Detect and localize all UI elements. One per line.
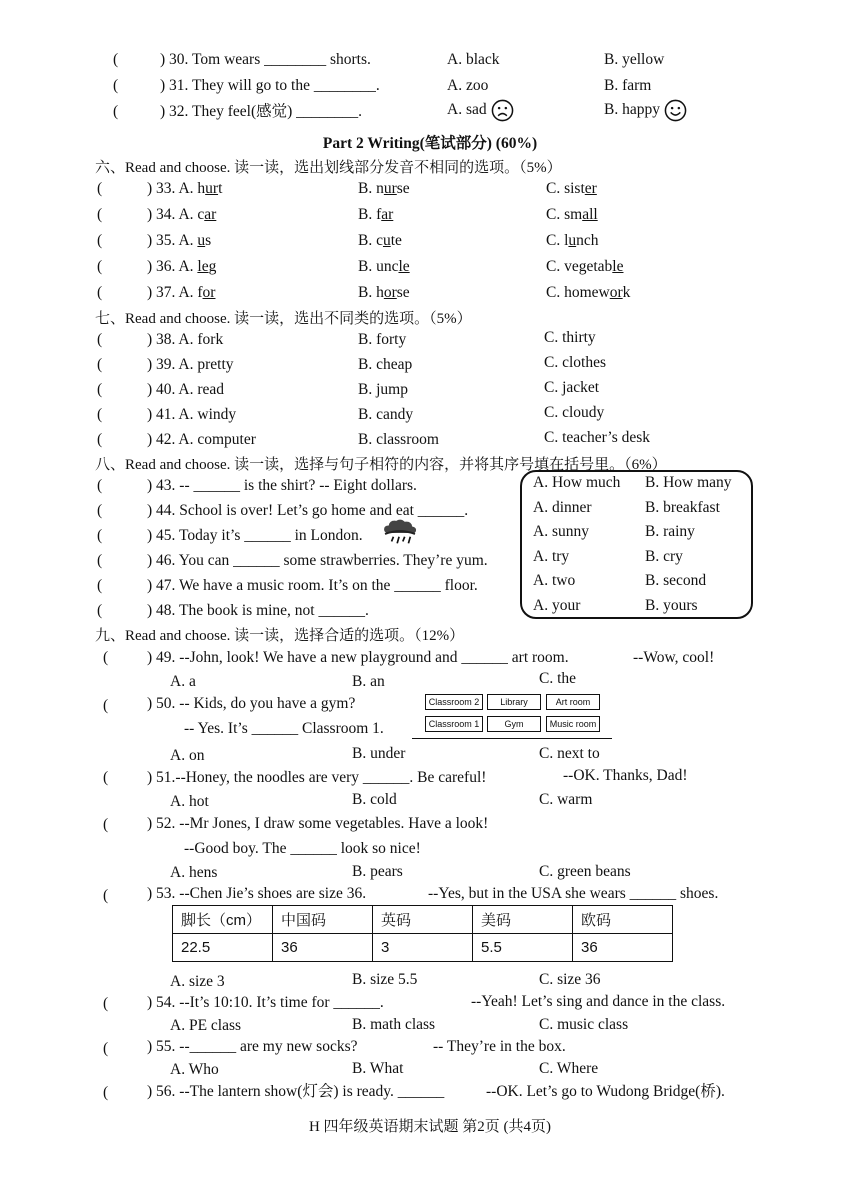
paren: ( [97, 406, 103, 423]
option-c [546, 283, 630, 303]
question-row [147, 231, 211, 251]
paren: ( [97, 331, 103, 348]
option-c [546, 179, 597, 199]
question-53-reply: --Yes, but in the USA she wears ______ shoes. [428, 885, 719, 902]
table-cell: 美码 [473, 906, 573, 934]
option-c [546, 257, 623, 277]
word-part: A. h [178, 180, 206, 197]
table-cell: 英码 [373, 906, 473, 934]
question-text: ) 32. They feel(感觉) ________. [160, 103, 363, 120]
option-a: A. How much [533, 474, 621, 491]
option-b: B. yours [645, 596, 698, 614]
paren: ( [97, 284, 103, 301]
question-50: ) 50. -- Kids, do you have a gym? [147, 695, 356, 712]
question-54-reply: --Yeah! Let’s sing and dance in the class. [471, 993, 726, 1010]
option-c: C. jacket [544, 379, 600, 396]
question-49: ) 49. --John, look! We have a new playground and ______ art room. [147, 649, 569, 666]
table-row [173, 934, 673, 962]
word-part: k [622, 284, 631, 301]
question-51-reply: --OK. Thanks, Dad! [563, 767, 688, 784]
question-number: ) 37. [147, 284, 179, 301]
word-part: B. c [358, 232, 383, 249]
word-part: C. homew [546, 284, 610, 301]
word-part: g [208, 258, 217, 275]
room-label: Classroom 1 [425, 716, 483, 732]
word-part: se [396, 180, 410, 197]
floor-line [412, 738, 612, 739]
paren: ( [97, 180, 103, 197]
question-text: ) 44. School is over! Let’s go home and eat ______. [147, 502, 469, 519]
option-c: C. Where [539, 1060, 599, 1077]
question-text: ) 31. They will go to the ________. [160, 77, 380, 94]
question-number: ) 34. [147, 206, 179, 223]
table-header-row [173, 906, 673, 934]
word-part: se [396, 284, 410, 301]
shoe-size-table [172, 905, 673, 962]
option-b: B. forty [358, 331, 407, 348]
section-9-title: 九、Read and choose. 读一读，选择合适的选项。（12%） [95, 628, 465, 644]
word-part: nch [576, 232, 599, 249]
question-text: ) 43. -- ______ is the shirt? -- Eight dollars. [147, 477, 417, 494]
option-b: B. size 5.5 [352, 971, 418, 988]
option-a [178, 180, 222, 197]
option-c: C. thirty [544, 329, 596, 346]
underlined-part: or [609, 284, 623, 301]
underlined-part: ur [383, 180, 397, 197]
underlined-part: le [612, 258, 624, 275]
room-label: Library [487, 694, 541, 710]
paren: ( [97, 602, 103, 619]
question-50-reply: -- Yes. It’s ______ Classroom 1. [184, 720, 384, 737]
word-part: C. sist [546, 180, 585, 197]
option-a: A. size 3 [170, 973, 225, 990]
option-a: A. on [170, 747, 205, 764]
option-c: C. warm [539, 791, 593, 808]
question-55-reply: -- They’re in the box. [433, 1038, 566, 1055]
word-part: B. f [358, 206, 382, 223]
option-a: A. hot [170, 793, 209, 810]
underlined-part: ar [204, 206, 217, 223]
option-b: B. an [352, 673, 385, 690]
option-c: C. clothes [544, 354, 606, 371]
paren: ( [97, 552, 103, 569]
underlined-part: or [202, 284, 216, 301]
happy-face-icon [664, 99, 687, 122]
option-a: A. black [447, 51, 500, 68]
paren: ( [97, 431, 103, 448]
question-text: ) 47. We have a music room. It’s on the ______ floor. [147, 577, 478, 594]
question-56: ) 56. --The lantern show(灯会) is ready. ______ [147, 1083, 445, 1100]
underlined-part: or [383, 284, 397, 301]
paren: ( [97, 527, 103, 544]
option-a: A. try [533, 547, 570, 565]
section-6-title: 六、Read and choose. 读一读，选出划线部分发音不相同的选项。（5%） [95, 160, 562, 176]
option-a [178, 232, 211, 249]
underlined-part: u [382, 232, 391, 249]
underlined-part: le [398, 258, 410, 275]
question-51: ) 51.--Honey, the noodles are very ______. Be careful! [147, 769, 487, 786]
word-part: A. [178, 258, 198, 275]
question-49-reply: --Wow, cool! [633, 649, 715, 666]
option-b: B. breakfast [645, 498, 720, 516]
question-number: ) 33. [147, 180, 179, 197]
paren: ( [97, 258, 103, 275]
option-b: B. How many [645, 474, 732, 491]
table-cell: 36 [573, 934, 673, 962]
paren: ( [103, 697, 109, 714]
underlined-part: ar [381, 206, 394, 223]
word-part: t [218, 180, 223, 197]
option-b: B. rainy [645, 523, 695, 540]
paren: ( [103, 769, 109, 786]
option-a: A. your [533, 596, 581, 614]
word-part: A. [178, 232, 198, 249]
option-a: A. two [533, 572, 576, 589]
question-number: ) 35. [147, 232, 179, 249]
word-part: B. unc [358, 258, 399, 275]
table-cell: 22.5 [173, 934, 273, 962]
question-text: ) 46. You can ______ some strawberries. They’re yum. [147, 552, 488, 569]
paren: ( [97, 381, 103, 398]
option-b: B. cheap [358, 356, 413, 373]
underlined-part: le [197, 258, 209, 275]
word-part: B. h [358, 284, 384, 301]
room-label: Classroom 2 [425, 694, 483, 710]
option-c [546, 231, 599, 251]
option-a [178, 258, 216, 275]
paren: ( [97, 577, 103, 594]
question-number: ) 36. [147, 258, 179, 275]
paren: ( [103, 1084, 109, 1101]
question-54: ) 54. --It’s 10:10. It’s time for ______. [147, 994, 384, 1011]
option-c: C. teacher’s desk [544, 429, 651, 446]
option-b: B. candy [358, 406, 414, 423]
option-a: A. Who [170, 1061, 219, 1078]
room-label: Gym [487, 716, 541, 732]
option-b [358, 283, 410, 303]
word-part: C. sm [546, 206, 583, 223]
option-c [546, 205, 598, 225]
option-a: A. hens [170, 864, 218, 881]
question-text: ) 45. Today it’s ______ in London. [147, 527, 363, 544]
question-53: ) 53. --Chen Jie’s shoes are size 36. [147, 885, 367, 902]
option-c: C. the [539, 670, 577, 687]
option-b: B. happy [604, 101, 660, 119]
option-b: B. second [645, 572, 707, 589]
question-text: ) 48. The book is mine, not ______. [147, 602, 369, 619]
paren: ( [97, 502, 103, 519]
option-b: B. classroom [358, 431, 439, 448]
table-cell: 中国码 [273, 906, 373, 934]
paren: ( [103, 887, 109, 904]
underlined-part: ur [205, 180, 219, 197]
paren: ( [97, 356, 103, 373]
option-b [358, 179, 410, 199]
paren: ( [103, 649, 109, 666]
option-b: B. pears [352, 863, 403, 880]
question-52-reply: --Good boy. The ______ look so nice! [184, 840, 421, 857]
question-text: ) 40. A. read [147, 381, 225, 398]
option-c: C. green beans [539, 863, 631, 880]
option-b [358, 231, 402, 251]
question-52: ) 52. --Mr Jones, I draw some vegetables. Have a look! [147, 815, 489, 832]
question-text: ) 41. A. windy [147, 406, 237, 423]
option-a: A. zoo [447, 77, 489, 94]
word-part: A. c [178, 206, 205, 223]
option-a [178, 206, 216, 223]
option-a: A. sunny [533, 523, 589, 540]
word-part: te [390, 232, 402, 249]
paren: ( [97, 477, 103, 494]
table-cell: 5.5 [473, 934, 573, 962]
option-b: B. yellow [604, 51, 665, 68]
section-7-title: 七、Read and choose. 读一读，选出不同类的选项。（5%） [95, 311, 472, 327]
table-cell: 36 [273, 934, 373, 962]
sad-face-icon [491, 99, 514, 122]
option-a: A. PE class [170, 1017, 242, 1034]
rain-cloud-icon [381, 518, 419, 548]
option-c: C. size 36 [539, 971, 601, 988]
option-b: B. farm [604, 77, 652, 94]
table-cell: 3 [373, 934, 473, 962]
option-c: C. music class [539, 1016, 629, 1033]
option-a: A. sad [447, 101, 487, 119]
paren: ( [103, 816, 109, 833]
option-b: B. cry [645, 547, 683, 565]
word-part: B. n [358, 180, 384, 197]
paren: ( [97, 206, 103, 223]
underlined-part: u [197, 232, 206, 249]
paren: ( [97, 232, 103, 249]
question-text: ) 39. A. pretty [147, 356, 234, 373]
word-part: C. l [546, 232, 569, 249]
option-b: B. What [352, 1060, 404, 1077]
underlined-part: u [568, 232, 577, 249]
room-label: Art room [546, 694, 600, 710]
paren: ( [103, 1040, 109, 1057]
part2-heading: Part 2 Writing(笔试部分) (60%) [322, 135, 538, 152]
room-label: Music room [546, 716, 600, 732]
paren: ( [103, 995, 109, 1012]
option-b: B. jump [358, 381, 408, 398]
option-c: C. next to [539, 745, 600, 762]
question-row [147, 257, 216, 277]
question-row [147, 179, 222, 199]
underlined-part: er [584, 180, 597, 197]
option-b [358, 257, 410, 277]
question-56-reply: --OK. Let’s go to Wudong Bridge(桥). [486, 1083, 725, 1100]
paren: ( [113, 77, 119, 94]
word-part: s [205, 232, 212, 249]
paren: ( [113, 51, 119, 68]
question-row [147, 283, 215, 303]
option-b: B. math class [352, 1016, 436, 1033]
table-cell: 脚长（cm） [173, 906, 273, 934]
option-a: A. dinner [533, 498, 592, 516]
option-a: A. a [170, 673, 196, 690]
option-c: C. cloudy [544, 404, 605, 421]
underlined-part: all [582, 206, 598, 223]
page-footer: H 四年级英语期末试题 第2页 (共4页) [308, 1119, 552, 1135]
word-part: A. f [178, 284, 203, 301]
section-8-title: 八、Read and choose. 读一读，选择与句子相符的内容，并将其序号填在括号里。（6%） [95, 457, 667, 473]
question-55: ) 55. --______ are my new socks? [147, 1038, 358, 1055]
paren: ( [113, 103, 119, 120]
option-b: B. under [352, 745, 406, 762]
question-text: ) 30. Tom wears ________ shorts. [160, 51, 371, 68]
table-cell: 欧码 [573, 906, 673, 934]
word-part: C. vegetab [546, 258, 613, 275]
option-a [178, 284, 215, 301]
question-text: ) 38. A. fork [147, 331, 224, 348]
option-b: B. cold [352, 791, 397, 808]
question-row [147, 205, 216, 225]
option-b [358, 205, 393, 225]
question-text: ) 42. A. computer [147, 431, 256, 448]
